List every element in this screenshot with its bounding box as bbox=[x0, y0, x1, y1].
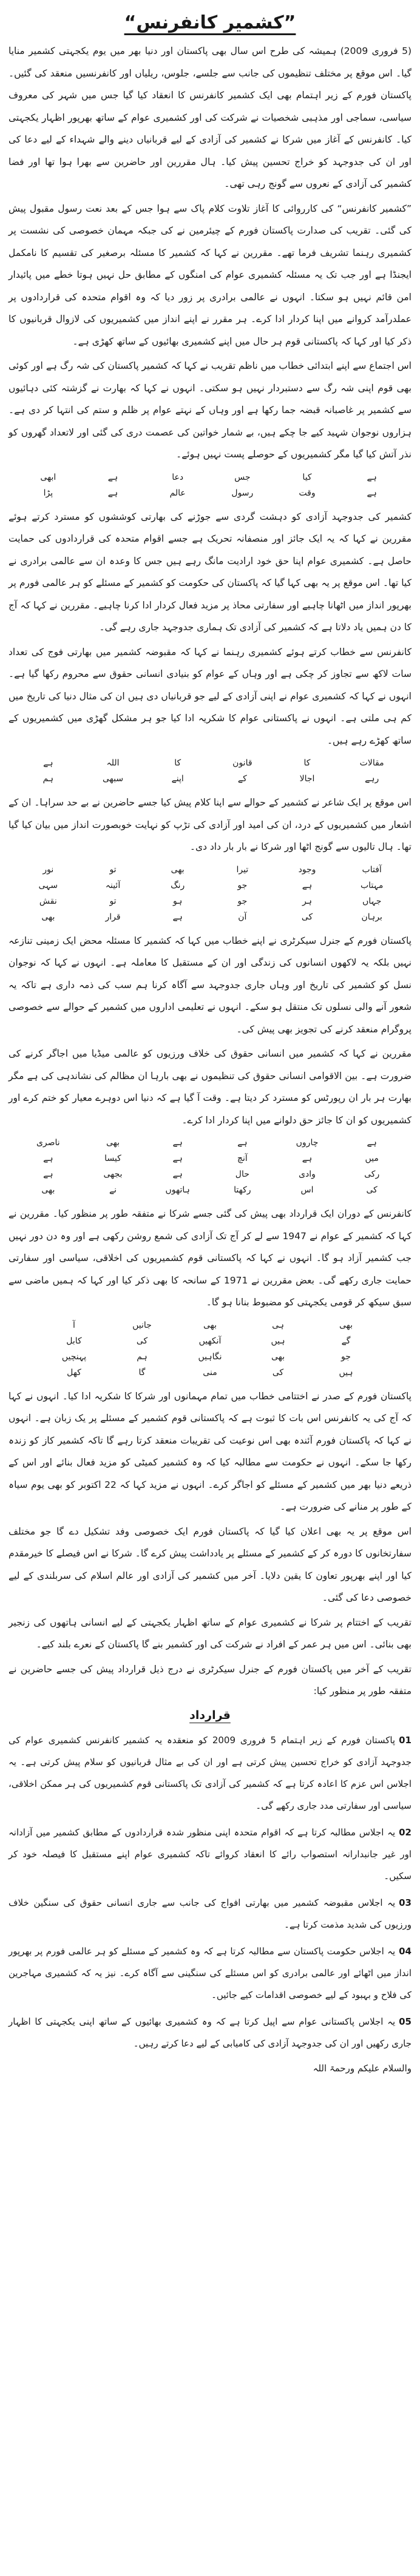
paragraph-11: اس موقع پر یہ بھی اعلان کیا گیا کہ پاکستان فورم ایک خصوصی وفد تشکیل دے گا جو مختلف سفارتخانوں کا دورہ کر کے کشمیر کے مسئلے پر یادداشت پیش کرے گا۔ شرکا نے اس فیصلے کا خیرمقدم کیا اور اپنے بھرپور تعاون کا یقین دلایا۔ آخر میں کشمیر کی آزادی اور عالم اسلام کی سربلندی کے لیے خصوصی دعا کی گئی۔ bbox=[8, 1525, 412, 1603]
verse-word: ہو bbox=[172, 896, 183, 906]
verse-word: نگاہیں bbox=[198, 1351, 222, 1362]
resolution-list bbox=[8, 1729, 412, 2054]
verse-word: ہے bbox=[107, 488, 118, 498]
verse-word: کا bbox=[303, 758, 311, 768]
verse-word: جو bbox=[341, 1351, 351, 1362]
verse-word: برہان bbox=[361, 912, 382, 922]
paragraph-5: کانفرنس سے خطاب کرتے ہوئے کشمیری رہنما نے کہا کہ مقبوضہ کشمیر میں بھارتی فوج کی تعداد سات لاکھ سے تجاوز کر چکی ہے اور وہاں کے عوام کو بنیادی انسانی حقوق سے محروم رکھا گیا ہے۔ انہوں نے کہا کہ کشمیری عوام نے اپنی آزادی کے لیے جو قربانیاں دی ہیں ان کی مثال دنیا کی تاریخ میں کم ہی ملتی ہے۔ انہوں نے پاکستانی عوام کا شکریہ ادا کیا جو ہر مشکل گھڑی میں کشمیریوں کے ساتھ کھڑے رہے ہیں۔ bbox=[8, 646, 412, 746]
verse-word: ہے bbox=[172, 1169, 183, 1179]
verse-word: سبھی bbox=[102, 774, 124, 784]
verse-word: منی bbox=[203, 1367, 217, 1377]
resolution-item bbox=[8, 1821, 412, 1887]
verse-word: رکی bbox=[364, 1169, 380, 1179]
paragraph-4: کشمیر کی جدوجہد آزادی کو دہشت گردی سے جوڑنے کی بھارتی کوششوں کو مسترد کرتے ہوئے مقررین نے کہا کہ یہ ایک جائز اور منصفانہ تحریک ہے جسے اقوام متحدہ کی قراردادوں کی حمایت حاصل ہے۔ کشمیری عوام اپنا حق خود ارادیت مانگ رہے ہیں جس کا وعدہ ان سے عالمی برادری نے کیا تھا۔ اس موقع پر یہ بھی کہا گیا کہ پاکستان کی حکومت کو کشمیر کے مسئلے کو ہر عالمی فورم پر بھرپور انداز میں اٹھانا چاہیے اور سفارتی محاذ پر مزید فعال کردار ادا کرنا چاہیے۔ مقررین نے کہا کہ آج کا دن ہمیں یاد دلاتا ہے کہ کشمیر کی آزادی تک ہماری جدوجہد جاری رہے گی۔ bbox=[8, 511, 412, 633]
verse-block-2 bbox=[16, 755, 404, 787]
verse-block-4 bbox=[16, 1135, 404, 1198]
verse-word: قرار bbox=[105, 912, 121, 922]
verse-word: ناصری bbox=[36, 1138, 60, 1148]
verse-word: کے bbox=[237, 774, 247, 784]
verse-word: نے bbox=[109, 1185, 117, 1195]
resolution-text: یہ اجلاس مقبوضہ کشمیر میں بھارتی افواج کی جانب سے جاری انسانی حقوق کی سنگین خلاف ورزیوں کی شدید مذمت کرتا ہے۔ bbox=[8, 1897, 412, 1930]
verse-word: آ bbox=[73, 1320, 75, 1330]
verse-word: بھی bbox=[41, 912, 55, 922]
resolution-number: 02 bbox=[399, 1826, 412, 1838]
verse-word: جانیں bbox=[132, 1320, 152, 1330]
paragraph-10: پاکستان فورم کے صدر نے اختتامی خطاب میں تمام مہمانوں اور شرکا کا شکریہ ادا کیا۔ انہوں نے کہا کہ آج کی یہ کانفرنس اس بات کا ثبوت ہے کہ پاکستانی قوم کشمیر کے مسئلے پر یک زبان ہے۔ انہوں نے کہا کہ پاکستان فورم آئندہ بھی اس نوعیت کی تقریبات منعقد کرتا رہے گا تاکہ کشمیر کاز کو زندہ رکھا جا سکے۔ انہوں نے حکومت سے مطالبہ کیا کہ وہ کشمیر کمیٹی کو مزید فعال بنائے اور اس کے ذریعے دنیا بھر میں کشمیر کے مسئلے کو اجاگر کرے۔ انہوں نے مزید کہا کہ 22 اکتوبر کو بھی یوم سیاہ کے طور پر منانے کی ضرورت ہے۔ bbox=[8, 1390, 412, 1512]
verse-word: ہے bbox=[367, 488, 377, 498]
resolution-heading: قرارداد bbox=[189, 1708, 231, 1722]
resolution-text: پاکستان فورم کے زیر اہتمام 5 فروری 2009 کو منعقدہ یہ کشمیر کانفرنس کشمیری عوام کی جدوجہد آزادی کو خراج تحسین پیش کرتی ہے اور ان کی بے مثال قربانیوں کو سلام پیش کرتی ہے۔ یہ اجلاس اس عزم کا اعادہ کرتا ہے کہ کشمیر کی آزادی تک پاکستانی قوم کشمیریوں کی ہر ممکن اخلاقی، سیاسی اور سفارتی مدد جاری رکھے گی۔ bbox=[8, 1734, 412, 1811]
verse-word: ہے bbox=[367, 472, 377, 482]
verse-word: نور bbox=[42, 864, 54, 875]
verse-word: کھل bbox=[67, 1367, 81, 1377]
verse-word: کابل bbox=[66, 1336, 82, 1346]
verse-word: ہے bbox=[172, 1138, 183, 1148]
paragraph-1: (5 فروری 2009) ہمیشہ کی طرح اس سال بھی پاکستان اور دنیا بھر میں یوم یکجہتی کشمیر منایا گیا۔ اس موقع پر مختلف تنظیموں کی جانب سے جلسے، جلوس، ریلیاں اور کانفرنسیں منعقد کی گئیں۔ پاکستان فورم کے زیر اہتمام بھی ایک کشمیر کانفرنس کا انعقاد کیا گیا جس میں شہر کی معروف سیاسی، سماجی اور مذہبی شخصیات نے شرکت کی اور کشمیری عوام کے ساتھ بھرپور اظہار یکجہتی کیا۔ کانفرنس کے آغاز میں شرکا نے کشمیر کی آزادی کے لیے قربانیاں دینے والے شہداء کے لیے دعا کی اور ان کی جدوجہد کو خراج تحسین پیش کیا۔ ہال مقررین اور حاضرین سے بھرا ہوا تھا اور فضا کشمیر کی آزادی کے نعروں سے گونج رہی تھی۔ bbox=[8, 45, 412, 189]
verse-word: دعا bbox=[172, 472, 184, 482]
verse-word: ابھی bbox=[40, 472, 56, 482]
resolution-item bbox=[8, 1892, 412, 1935]
verse-block-1 bbox=[16, 469, 404, 501]
verse-block-5 bbox=[40, 1317, 380, 1380]
verse-word: کیسا bbox=[104, 1154, 121, 1163]
verse-word: ہے bbox=[172, 912, 183, 922]
verse-word: ہر bbox=[302, 896, 312, 906]
document-title: ”کشمیر کانفرنس“ bbox=[124, 12, 296, 33]
verse-word: کی bbox=[366, 1185, 378, 1195]
resolution-item bbox=[8, 2011, 412, 2054]
verse-word: ہے bbox=[43, 1169, 53, 1179]
verse-word: بھی bbox=[41, 1185, 55, 1195]
verse-word: آفتاب bbox=[362, 864, 382, 875]
resolution-intro: تقریب کے آخر میں پاکستان فورم کے جنرل سیکرٹری نے درج ذیل قرارداد پیش کی جسے حاضرین نے متفقہ طور پر منظور کیا: bbox=[8, 1663, 412, 1697]
verse-word: پڑا bbox=[43, 488, 53, 498]
verse-word: جو bbox=[237, 896, 248, 906]
resolution-text: یہ اجلاس مطالبہ کرتا ہے کہ اقوام متحدہ اپنی منظور شدہ قراردادوں کے مطابق کشمیر میں آزادانہ اور غیر جانبدارانہ استصواب رائے کا انعقاد کروائے تاکہ کشمیری عوام اپنے مستقبل کا فیصلہ خود کر سکیں۔ bbox=[8, 1826, 412, 1882]
verse-word: بھی bbox=[271, 1351, 285, 1362]
verse-word: آن bbox=[238, 912, 247, 922]
verse-word: چاروں bbox=[296, 1138, 319, 1148]
resolution-number: 04 bbox=[399, 1945, 412, 1957]
verse-word: ہے bbox=[367, 1138, 377, 1148]
verse-word: اللہ bbox=[106, 758, 120, 768]
verse-word: ہے bbox=[302, 1154, 313, 1163]
paragraph-12: تقریب کے اختتام پر شرکا نے کشمیری عوام کے ساتھ اظہار یکجہتی کے لیے انسانی ہاتھوں کی زنجیر بھی بنائی۔ اس میں ہر عمر کے افراد نے شرکت کی اور کشمیر بنے گا پاکستان کے نعرے بلند کیے۔ bbox=[8, 1616, 412, 1650]
verse-word: اجالا bbox=[299, 774, 315, 784]
verse-word: ہم bbox=[42, 774, 54, 784]
verse-word: رسول bbox=[231, 488, 254, 498]
verse-word: تو bbox=[109, 896, 117, 906]
verse-word: ہم bbox=[137, 1351, 147, 1362]
resolution-number: 01 bbox=[399, 1734, 412, 1746]
verse-word: ہاتھوں bbox=[165, 1185, 190, 1195]
verse-word: آنکھیں bbox=[198, 1336, 222, 1346]
verse-word: بھی bbox=[171, 864, 185, 875]
verse-word: سہی bbox=[38, 880, 58, 890]
closing-line: والسلام علیکم ورحمۃ اللہ bbox=[313, 2062, 412, 2074]
verse-word: وقت bbox=[299, 488, 316, 498]
verse-word: رکھتا bbox=[234, 1185, 251, 1195]
verse-word: تو bbox=[109, 864, 117, 875]
verse-word: ہی bbox=[272, 1320, 284, 1330]
resolution-text: یہ اجلاس پاکستانی عوام سے اپیل کرتا ہے کہ وہ کشمیری بھائیوں کے ساتھ اپنی یکجہتی کا اظہار جاری رکھیں اور ان کی جدوجہد آزادی کی کامیابی کے لیے دعا کرتے رہیں۔ bbox=[8, 2016, 412, 2049]
verse-word: پہنچیں bbox=[61, 1351, 87, 1362]
verse-word: آنچ bbox=[237, 1154, 248, 1163]
paragraph-9: کانفرنس کے دوران ایک قرارداد بھی پیش کی گئی جسے شرکا نے متفقہ طور پر منظور کیا۔ مقررین نے کہا کہ کشمیر کے عوام نے 1947 سے لے کر آج تک آزادی کی شمع روشن رکھی ہے اور وہ دن دور نہیں جب کشمیر آزاد ہو گا۔ انہوں نے کہا کہ پاکستانی قوم کشمیریوں کی اخلاقی، سیاسی اور سفارتی حمایت جاری رکھے گی۔ بعض مقررین نے 1971 کے سانحہ کا بھی ذکر کیا اور کہا کہ ہمیں ماضی سے سبق سیکھ کر قومی یکجہتی کو مضبوط بنانا ہو گا۔ bbox=[8, 1208, 412, 1308]
paragraph-2: ”کشمیر کانفرنس“ کی کارروائی کا آغاز تلاوت کلام پاک سے ہوا جس کے بعد نعت رسول مقبول پیش کی گئی۔ تقریب کی صدارت پاکستان فورم کے چیئرمین نے کی جبکہ مہمان خصوصی کی نشست پر کشمیری رہنما تشریف فرما تھے۔ مقررین نے کہا کہ کشمیر کا مسئلہ برصغیر کی تقسیم کا نامکمل ایجنڈا ہے اور جب تک یہ مسئلہ کشمیری عوام کی امنگوں کے مطابق حل نہیں ہوتا خطے میں پائیدار امن قائم نہیں ہو سکتا۔ انہوں نے عالمی برادری پر زور دیا کہ وہ اقوام متحدہ کی قراردادوں پر عملدرآمد کروانے میں اپنا کردار ادا کرے۔ ہر مقرر نے اپنے انداز میں کشمیریوں کی لازوال قربانیوں کا ذکر کیا اور کہا کہ پاکستانی قوم ہر حال میں اپنے کشمیری بھائیوں کے ساتھ کھڑی ہے۔ bbox=[8, 203, 412, 347]
verse-word: گے bbox=[341, 1336, 351, 1346]
resolution-text: یہ اجلاس حکومت پاکستان سے مطالبہ کرتا ہے کہ وہ کشمیر کے مسئلے کو ہر عالمی فورم پر بھرپور انداز میں اٹھائے اور عالمی برادری کو اس مسئلے کی سنگینی سے آگاہ کرے۔ نیز یہ کہ کشمیری مہاجرین کی فلاح و بہبود کے لیے خصوصی اقدامات کیے جائیں۔ bbox=[8, 1945, 412, 2000]
verse-word: اپنے bbox=[171, 774, 184, 784]
resolution-number: 05 bbox=[399, 2016, 412, 2027]
resolution-item bbox=[8, 1729, 412, 1817]
verse-word: ہے bbox=[302, 880, 313, 890]
verse-word: مہتاب bbox=[360, 880, 384, 890]
verse-block-3 bbox=[16, 862, 404, 925]
paragraph-3: اس اجتماع سے اپنے ابتدائی خطاب میں ناظم تقریب نے کہا کہ کشمیر پاکستان کی شہ رگ ہے اور کوئی بھی قوم اپنی شہ رگ سے دستبردار نہیں ہو سکتی۔ انہوں نے کہا کہ بھارت نے گزشتہ کئی دہائیوں سے کشمیر پر غاصبانہ قبضہ جما رکھا ہے اور وہاں کے نہتے عوام پر ظلم و ستم کی انتہا کر دی ہے۔ ہزاروں نوجوان شہید کیے جا چکے ہیں، بے شمار خواتین کی عصمت دری کی گئی اور لاتعداد گھروں کو نذر آتش کیا گیا مگر کشمیریوں کے حوصلے پست نہیں ہوئے۔ bbox=[8, 360, 412, 460]
verse-word: کی bbox=[301, 912, 313, 922]
verse-word: میں bbox=[365, 1154, 379, 1163]
verse-word: وادی bbox=[299, 1169, 316, 1179]
verse-word: ہے bbox=[107, 472, 118, 482]
verse-word: ہے bbox=[172, 1154, 183, 1163]
verse-word: رہے bbox=[365, 774, 379, 784]
resolution-number: 03 bbox=[399, 1897, 412, 1908]
verse-word: ہے bbox=[43, 1154, 53, 1163]
verse-word: اس bbox=[300, 1185, 314, 1195]
verse-word: بجھی bbox=[103, 1169, 123, 1179]
verse-word: کیا bbox=[302, 472, 312, 482]
verse-word: جو bbox=[237, 880, 248, 890]
verse-word: عالم bbox=[169, 488, 186, 498]
verse-word: کا bbox=[174, 758, 181, 768]
verse-word: رنگ bbox=[171, 880, 185, 890]
paragraph-8: مقررین نے کہا کہ کشمیر میں انسانی حقوق کی خلاف ورزیوں کو عالمی میڈیا میں اجاگر کرنے کی ضرورت ہے۔ بین الاقوامی انسانی حقوق کی تنظیموں نے بھی بارہا ان مظالم کی نشاندہی کی ہے مگر بھارت ہر بار ان رپورٹس کو مسترد کر دیتا ہے۔ وقت آ گیا ہے کہ دنیا اس دوہرے معیار کو ختم کرے اور کشمیریوں کو ان کا جائز حق دلوانے میں اپنا کردار ادا کرے۔ bbox=[8, 1048, 412, 1126]
paragraph-6: اس موقع پر ایک شاعر نے کشمیر کے حوالے سے اپنا کلام پیش کیا جسے حاضرین نے بے حد سراہا۔ ان کے اشعار میں کشمیریوں کے درد، ان کی امید اور آزادی کی تڑپ کو نہایت خوبصورت انداز میں بیان کیا گیا تھا۔ ہال تالیوں سے گونج اٹھا اور شرکا نے بار بار داد دی۔ bbox=[8, 797, 412, 852]
verse-word: کی bbox=[272, 1367, 284, 1377]
verse-word: گا bbox=[138, 1367, 146, 1377]
verse-word: نقش bbox=[39, 896, 57, 906]
verse-word: تیرا bbox=[236, 864, 249, 875]
verse-word: بھی bbox=[106, 1138, 120, 1148]
verse-word: ہیں bbox=[339, 1367, 353, 1377]
verse-word: ہے bbox=[237, 1138, 248, 1148]
verse-word: جہاں bbox=[362, 896, 382, 906]
verse-word: کی bbox=[136, 1336, 148, 1346]
verse-word: وجود bbox=[298, 864, 316, 875]
verse-word: بھی bbox=[339, 1320, 353, 1330]
verse-word: آئینہ bbox=[105, 880, 121, 890]
verse-word: حال bbox=[235, 1169, 249, 1179]
verse-word: قانون bbox=[232, 758, 252, 768]
verse-word: جس bbox=[234, 472, 251, 482]
verse-word: ہیں bbox=[271, 1336, 285, 1346]
paragraph-7: پاکستان فورم کے جنرل سیکرٹری نے اپنے خطاب میں کہا کہ کشمیر کا مسئلہ محض ایک زمینی تنازعہ نہیں بلکہ یہ لاکھوں انسانوں کی زندگی اور ان کے مستقبل کا معاملہ ہے۔ انہوں نے کہا کہ نوجوان نسل کو کشمیر کی تاریخ اور وہاں جاری جدوجہد سے آگاہ کرنا ہم سب کی ذمہ داری ہے تاکہ یہ شعور آنے والی نسلوں تک منتقل ہو سکے۔ انہوں نے تعلیمی اداروں میں کشمیر کے حوالے سے خصوصی پروگرام منعقد کرنے کی تجویز بھی پیش کی۔ bbox=[8, 935, 412, 1035]
resolution-item bbox=[8, 1940, 412, 2006]
verse-word: مقالات bbox=[359, 758, 384, 768]
verse-word: ہے bbox=[43, 758, 53, 768]
verse-word: بھی bbox=[203, 1320, 217, 1330]
